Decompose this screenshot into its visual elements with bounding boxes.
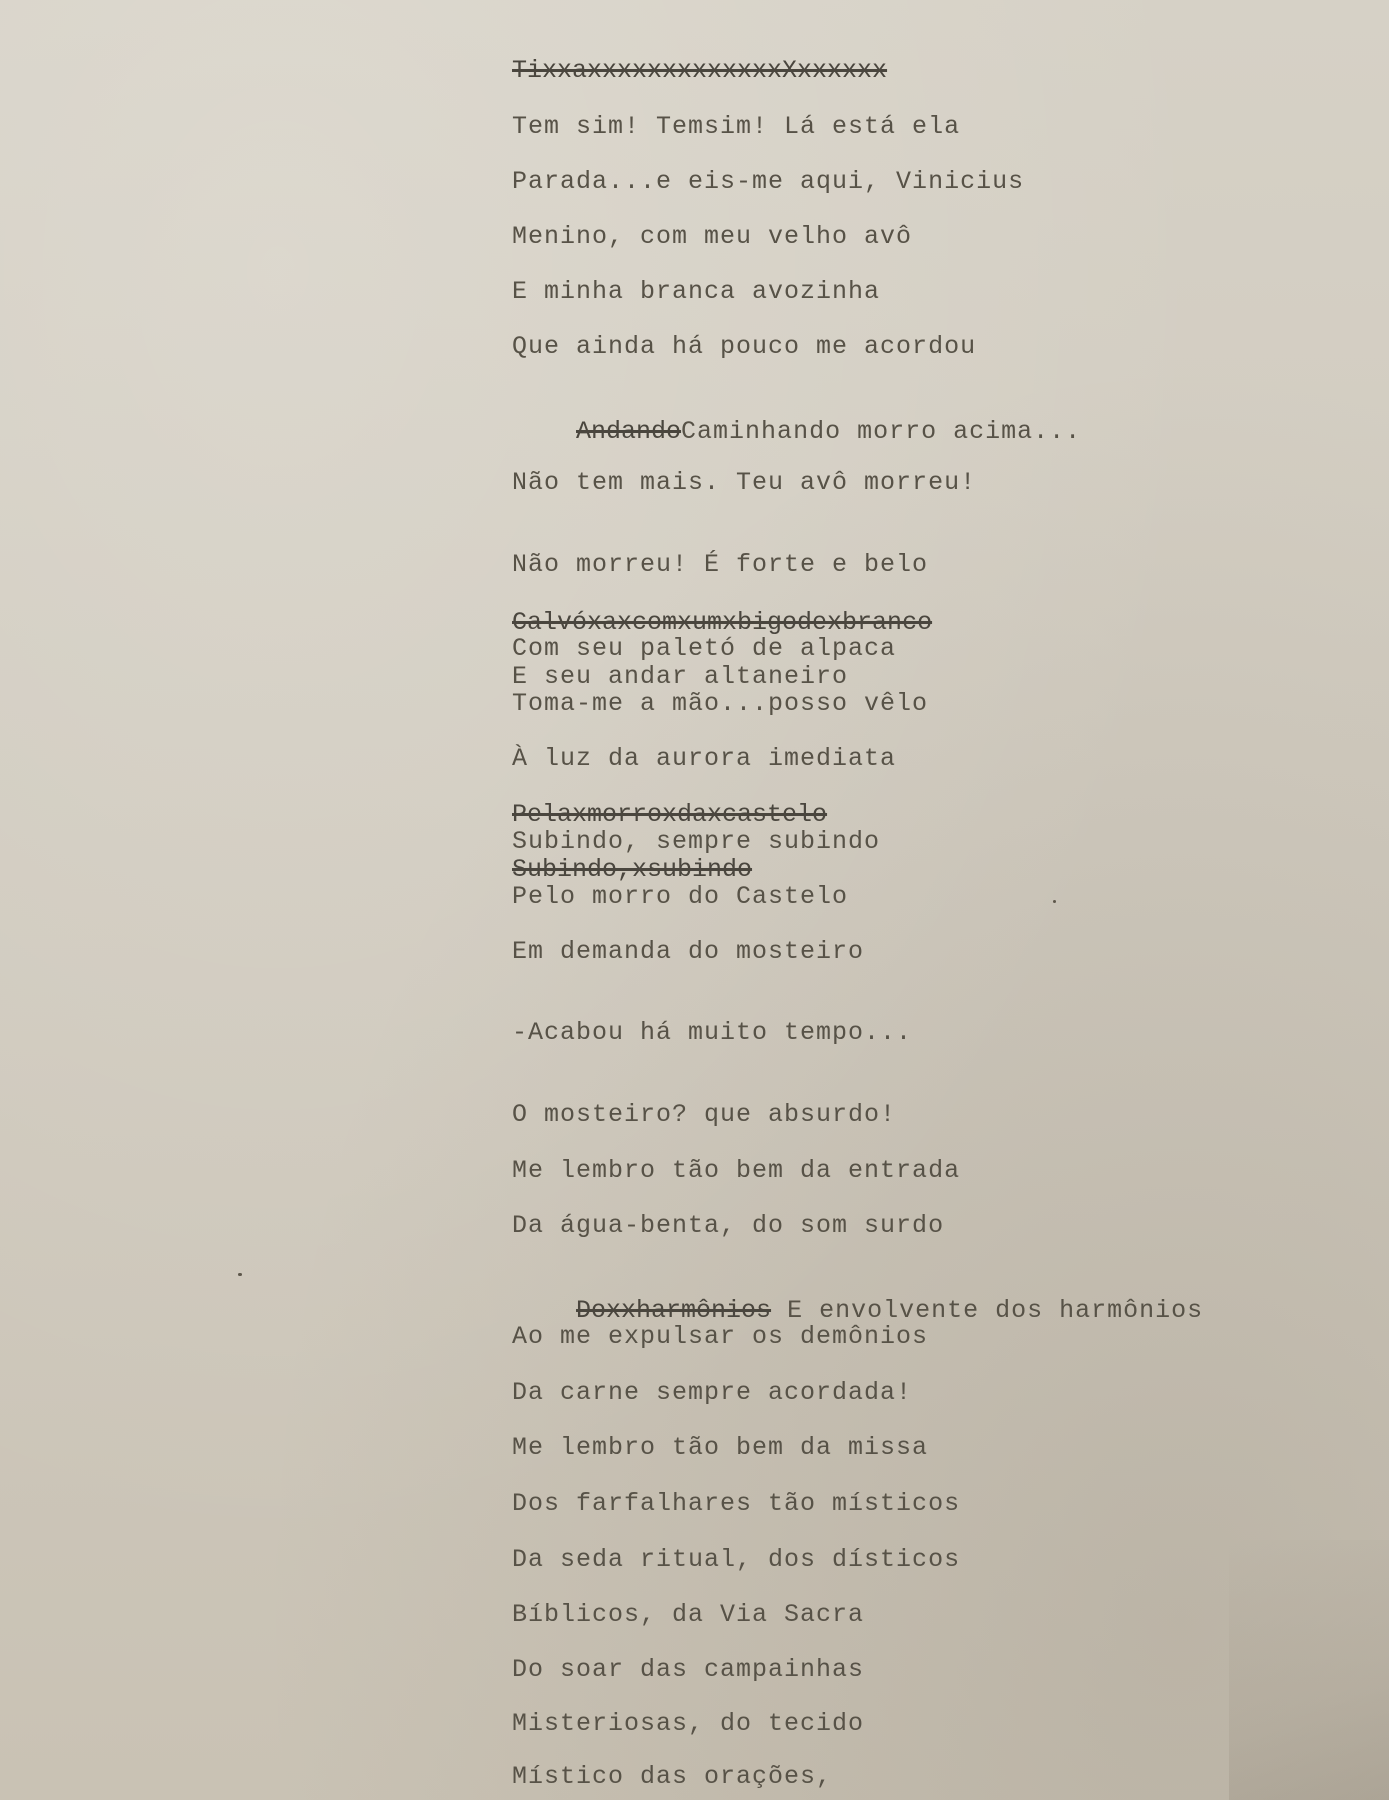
paper-speck — [238, 1273, 242, 1276]
poem-line: Em demanda do mosteiro — [512, 937, 865, 966]
poem-line: O mosteiro? que absurdo! — [512, 1100, 897, 1129]
poem-line: Menino, com meu velho avô — [512, 222, 913, 251]
poem-line: E minha branca avozinha — [512, 277, 881, 306]
poem-line: Parada...e eis-me aqui, Vinicius — [512, 167, 1025, 196]
struck-line: Pelaxmorroxdaxcastelo — [512, 800, 828, 829]
struck-line: Subindo,xsubindo — [512, 855, 753, 884]
poem-line: Com seu paletó de alpaca — [512, 634, 897, 663]
poem-line: Não tem mais. Teu avô morreu! — [512, 468, 977, 497]
poem-line — [512, 387, 1081, 477]
poem-line: Da água-benta, do som surdo — [512, 1211, 945, 1240]
paper-fold-shadow — [1229, 1540, 1389, 1800]
struck-line: TixxaxxxxxxxxxxxxxXxxxxxx — [512, 56, 888, 85]
paper-speck — [1053, 900, 1056, 903]
poem-line: Tem sim! Temsim! Lá está ela — [512, 112, 961, 141]
poem-line: Não morreu! É forte e belo — [512, 550, 929, 579]
poem-line: E seu andar altaneiro — [512, 662, 849, 691]
poem-line: Dos farfalhares tão místicos — [512, 1489, 961, 1518]
poem-line-continuation: Caminhando morro acima... — [681, 417, 1082, 446]
poem-line: Subindo, sempre subindo — [512, 827, 881, 856]
poem-line: Da carne sempre acordada! — [512, 1378, 913, 1407]
poem-line: Toma-me a mão...posso vêlo — [512, 689, 929, 718]
poem-line: Misteriosas, do tecido — [512, 1709, 865, 1738]
poem-line: À luz da aurora imediata — [512, 744, 897, 773]
poem-line: Do soar das campainhas — [512, 1655, 865, 1684]
poem-line: Me lembro tão bem da missa — [512, 1433, 929, 1462]
poem-line: -Acabou há muito tempo... — [512, 1018, 913, 1047]
poem-line: Que ainda há pouco me acordou — [512, 332, 977, 361]
poem-line: Bíblicos, da Via Sacra — [512, 1600, 865, 1629]
poem-line-continuation: E envolvente dos harmônios — [771, 1296, 1204, 1325]
struck-word: Andando — [576, 417, 682, 446]
struck-line: Calvóxaxcomxumxbigodexbranco — [512, 608, 933, 637]
poem-line: Ao me expulsar os demônios — [512, 1322, 929, 1351]
poem-line: Místico das orações, — [512, 1762, 833, 1791]
poem-line: Me lembro tão bem da entrada — [512, 1156, 961, 1185]
poem-line: Da seda ritual, dos dísticos — [512, 1545, 961, 1574]
struck-word: Doxxharmônios — [576, 1296, 772, 1325]
poem-line: Pelo morro do Castelo — [512, 882, 849, 911]
